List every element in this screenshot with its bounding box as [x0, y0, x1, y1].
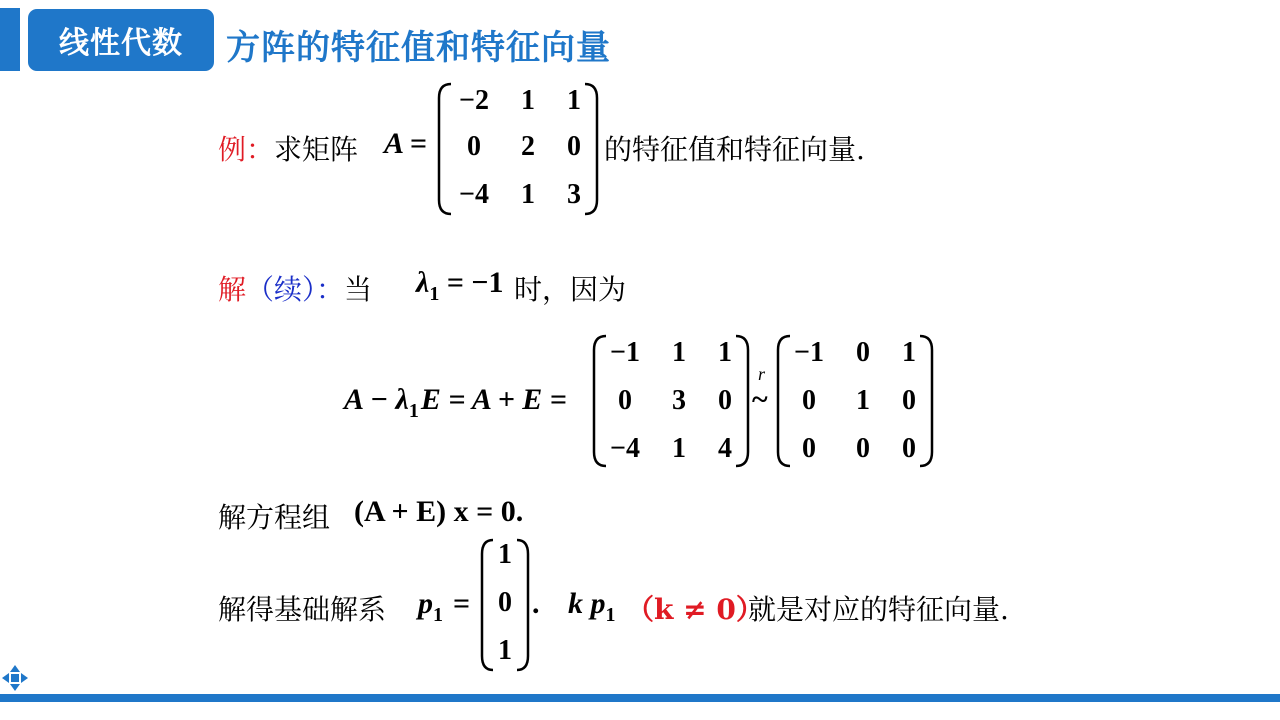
lambda-subscript: 1 [429, 283, 440, 305]
equation-lhs-subscript: 1 [408, 400, 419, 422]
solve-equation-text: (A + E) x = 0. [354, 495, 524, 528]
solution-when: 当 [344, 273, 373, 306]
solution-colon: ： [316, 273, 345, 306]
matrix-left-cell: 0 [618, 385, 632, 416]
k-p-subscript: 1 [605, 604, 616, 626]
navigation-arrows-icon[interactable] [0, 663, 30, 693]
equation-mid: E = A + E = [420, 383, 567, 416]
equation-lhs [344, 383, 567, 422]
example-equals: = [410, 127, 428, 160]
matrix-left-cell: 1 [672, 337, 686, 368]
matrix-a-cell: 1 [521, 179, 535, 210]
matrix-a-cell: 1 [521, 85, 535, 116]
lambda-value: = −1 [439, 266, 504, 299]
matrix-a-cell: 1 [567, 85, 581, 116]
solution-because: 时，因为 [514, 273, 627, 306]
matrix-name-a: A [384, 127, 405, 160]
p-vector-cell: 0 [498, 587, 512, 618]
matrix-a-cell: 3 [567, 179, 581, 210]
p-vector-cell: 1 [498, 539, 512, 570]
header-accent-bar [0, 8, 20, 71]
p-name: p [418, 587, 433, 620]
basis-text: 解得基础解系 [218, 593, 387, 626]
p-vector [480, 538, 530, 672]
matrix-right-cell: 1 [856, 385, 870, 416]
matrix-right-cell: −1 [794, 337, 824, 368]
lambda-expression [416, 266, 504, 305]
example-prefix: 求矩阵 [274, 133, 359, 166]
example-suffix: 的特征值和特征向量. [604, 133, 865, 166]
p-subscript: 1 [433, 604, 443, 626]
p-equals: = [453, 587, 471, 620]
slide-title: 方阵的特征值和特征向量 [226, 28, 611, 68]
matrix-right-cell: 0 [856, 337, 870, 368]
solution-cont: （续） [246, 273, 317, 306]
p-symbol [418, 587, 443, 626]
matrix-left-cell: −1 [610, 337, 640, 368]
tilde-label: r [758, 364, 766, 384]
matrix-a-cell: −2 [459, 85, 489, 116]
matrix-left-cell: 1 [672, 433, 686, 464]
matrix-a-cell: 0 [567, 131, 581, 162]
matrix-right-cell: 0 [902, 433, 916, 464]
matrix-left-cell: 3 [672, 385, 686, 416]
k-condition: （k ≠ 0） [626, 593, 764, 626]
matrix-a-plus-e [592, 334, 750, 468]
matrix-left-cell: −4 [610, 433, 640, 464]
solve-text: 解方程组 [218, 501, 331, 534]
p-vector-cell: 1 [498, 635, 512, 666]
matrix-left-cell: 0 [718, 385, 732, 416]
matrix-right-cell: 0 [802, 433, 816, 464]
matrix-a [437, 82, 599, 216]
lambda-symbol: λ [416, 266, 430, 299]
matrix-right-cell: 1 [902, 337, 916, 368]
matrix-right-cell: 0 [902, 385, 916, 416]
p-period: . [532, 587, 540, 620]
tilde-symbol: ~ [752, 383, 768, 416]
course-badge [28, 9, 214, 71]
solution-line [218, 268, 372, 308]
equation-lhs-text: A − λ [344, 383, 409, 416]
k-p-text: k p [568, 587, 606, 620]
solve-equation [354, 495, 523, 529]
matrix-left-cell: 1 [718, 337, 732, 368]
matrix-reduced [776, 334, 934, 468]
solution-label: 解 [218, 273, 247, 306]
matrix-left-cell: 4 [718, 433, 732, 464]
matrix-a-cell: −4 [459, 179, 489, 210]
example-label: 例： [218, 133, 275, 166]
k-p-expression [568, 587, 616, 626]
example-line [218, 128, 358, 168]
matrix-a-cell: 2 [521, 131, 535, 162]
matrix-right-cell: 0 [802, 385, 816, 416]
matrix-right-cell: 0 [856, 433, 870, 464]
course-badge-label: 线性代数 [59, 26, 183, 61]
matrix-a-cell: 0 [467, 131, 481, 162]
footer-bar [0, 694, 1280, 702]
conclusion-text: 就是对应的特征向量. [748, 593, 1009, 626]
